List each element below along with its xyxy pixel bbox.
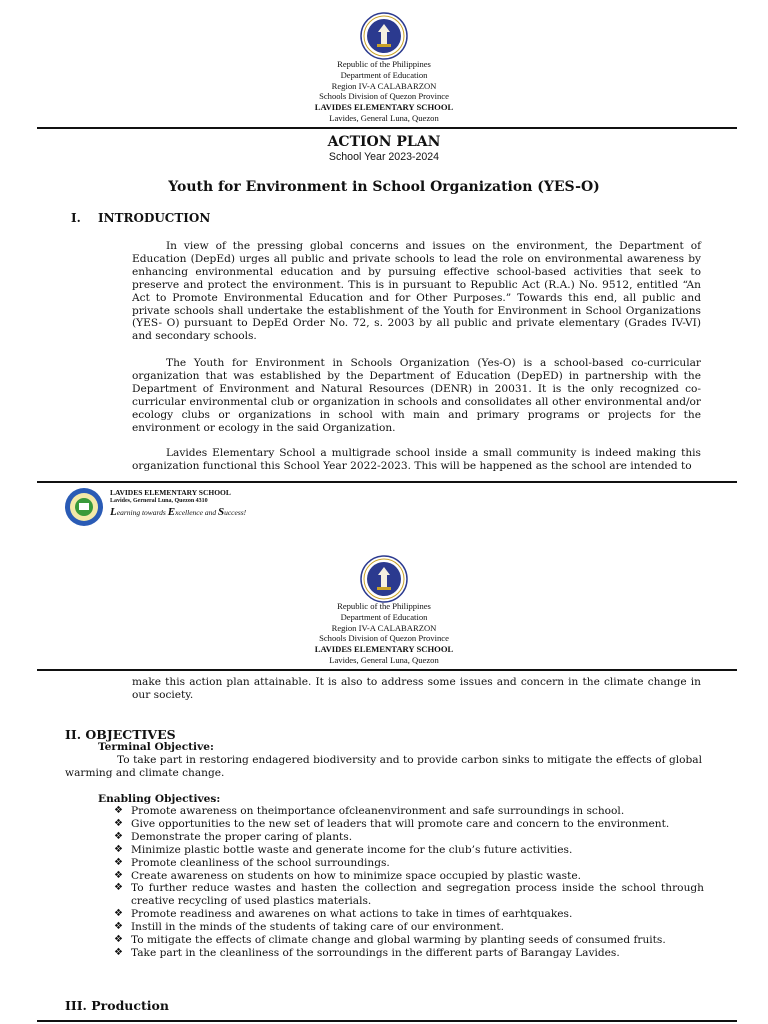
motto-text: xcellence and [175,508,218,517]
document-subtitle: Youth for Environment in School Organization (YES-O) [168,179,600,195]
bullet-diamond-icon: ❖ [114,946,123,958]
list-item [114,844,704,857]
bottom-divider [37,1020,737,1022]
list-item [114,818,704,831]
objective-text: Demonstrate the proper caring of plants. [131,830,353,843]
enabling-objectives-heading: Enabling Objectives: [98,793,221,805]
bullet-diamond-icon: ❖ [114,843,123,855]
objective-text: Instill in the minds of the students of taking care of our environment. [131,921,504,934]
header-line: Region IV-A CALABARZON [331,622,437,633]
list-item [114,921,704,934]
header-line: Region IV-A CALABARZON [331,80,437,91]
terminal-objective-text: To take part in restoring endagered biodiversity and to provide carbon sinks to mitigate the effects of global warming and climate change. [65,754,702,779]
motto-text: uccess! [224,508,247,517]
bullet-diamond-icon: ❖ [114,830,123,842]
list-item [114,831,704,844]
list-item [114,934,704,947]
motto-text: earning towards [116,508,168,517]
objective-text: To further reduce wastes and hasten the collection and segregation process inside the school through creative recycling of used plastics materials. [131,882,704,908]
footer-motto [110,506,246,518]
enabling-objectives-list [114,805,704,960]
deped-seal-icon [360,12,408,60]
bullet-diamond-icon: ❖ [114,805,123,816]
bullet-diamond-icon: ❖ [114,856,123,868]
header-line: Republic of the Philippines [337,601,431,611]
list-item [114,870,704,883]
objective-text: Take part in the cleanliness of the sorroundings in the different parts of Barangay Lavides. [131,946,620,959]
bullet-diamond-icon: ❖ [114,908,123,920]
intro-paragraph: Lavides Elementary School a multigrade school inside a small community is indeed making this organization functional this School Year 2022-2023. This will be happened as the school are intended to [132,447,701,472]
header-line: Schools Division of Quezon Province [319,633,449,644]
school-logo-icon [64,487,104,527]
motto-cap: E [167,506,176,518]
deped-seal-icon [360,555,408,603]
header-line: Department of Education [340,69,428,80]
objective-text: To mitigate the effects of climate change and global warming by planting seeds of consumed fruits. [131,934,666,947]
objective-text: Give opportunities to the new set of leaders that will promote care and concern to the environment. [131,817,670,830]
list-item [114,805,704,818]
list-item [114,947,704,960]
motto-cap: L [110,506,117,518]
section-heading-production: III. Production [65,998,169,1013]
bullet-diamond-icon: ❖ [114,921,123,933]
bullet-diamond-icon: ❖ [114,882,123,894]
footer-school-name: LAVIDES ELEMENTARY SCHOOL [110,488,231,497]
objective-text: Promote readiness and awarenes on what actions to take in times of earhtquakes. [131,908,573,921]
objective-text: Minimize plastic bottle waste and generate income for the club’s future activities. [131,843,573,856]
header-school-name: LAVIDES ELEMENTARY SCHOOL [314,102,454,113]
header-line: Lavides, General Luna, Quezon [329,654,439,665]
bullet-diamond-icon: ❖ [114,934,123,946]
header-line: Schools Division of Quezon Province [319,91,449,102]
bullet-diamond-icon: ❖ [114,869,123,881]
list-item [114,857,704,870]
objective-text: Create awareness on students on how to minimize space occupied by plastic waste. [131,869,582,882]
footer-divider [37,481,737,483]
school-year: School Year 2023-2024 [328,151,440,163]
objective-text: Promote awareness on theimportance ofcleanenvironment and safe surroundings in school. [131,805,625,817]
document-title: ACTION PLAN [327,134,441,150]
objective-text: Promote cleanliness of the school surroundings. [131,856,390,869]
intro-paragraph: The Youth for Environment in Schools Organization (Yes-O) is a school-based co-curricular organization that was established by the Department of Education (DepED) in partnership with the Department of Environment and Natural Resources (DENR) in 20031. It is the only recognized co-curricular environmental club or organization in schools and consolidates all other environmental and/or ecology clubs or organizations in school with main and primary programs or projects for the environment or ecology in the said Organization. [132,357,701,434]
header-line: Department of Education [340,611,428,622]
list-item [114,908,704,921]
section-heading-introduction: INTRODUCTION [98,211,211,225]
intro-paragraph: In view of the pressing global concerns and issues on the environment, the Department of Education (DepEd) urges all public and private schools to lead the role on environmental awareness by enhancing environmental education and by pursuing effective school-based activities that seek to preserve and protect the environment. This is in pursuant to Republic Act (R.A.) No. 9512, entitled “An Act to Promote Environmental Education and for Other Purposes.” Towards this end, all public and private schools shall undertake the establishment of the Youth for Environment in School Organizations (YES- O) pursuant to DepEd Order No. 72, s. 2003 by all public and private elementary (Grades IV-VI) and secondary schools. [132,240,701,343]
intro-continuation: make this action plan attainable. It is also to address some issues and concern in the climate change in our society. [132,676,701,701]
header-divider [37,669,737,671]
list-item [114,882,704,908]
header-school-name: LAVIDES ELEMENTARY SCHOOL [314,644,454,655]
header-line: Republic of the Philippines [337,59,431,69]
bullet-diamond-icon: ❖ [114,817,123,829]
motto-cap: S [217,506,225,518]
terminal-objective-heading: Terminal Objective: [98,741,214,753]
header-line: Lavides, General Luna, Quezon [329,112,439,123]
footer-address: Lavides, Gerneral Luna, Quezon 4310 [110,498,208,504]
letterhead-2 [0,601,768,666]
letterhead-1 [0,59,768,124]
header-divider [37,127,737,129]
section-number: I. [71,211,81,225]
section-heading-objectives: II. OBJECTIVES [65,727,176,742]
